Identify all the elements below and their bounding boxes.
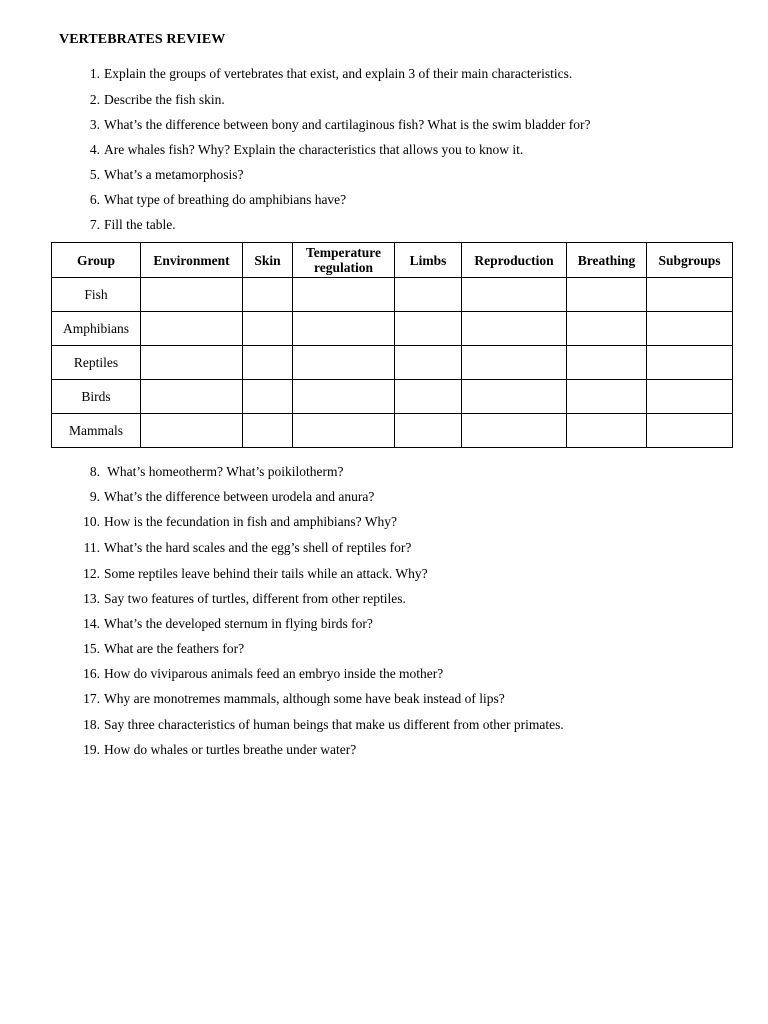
- question-text: How is the fecundation in fish and amphibians? Why?: [104, 514, 397, 529]
- table-cell[interactable]: [141, 380, 243, 414]
- table-header-row: [52, 243, 733, 278]
- table-cell[interactable]: [647, 414, 733, 448]
- question-number: 11.: [83, 540, 100, 555]
- question-text: Say three characteristics of human beings that make us different from other primates.: [104, 717, 564, 732]
- question-text: Describe the fish skin.: [104, 92, 225, 107]
- review-table: [51, 242, 733, 448]
- question-item: [78, 715, 564, 735]
- table-cell[interactable]: [141, 312, 243, 346]
- question-number: 1.: [89, 66, 100, 81]
- question-text: Some reptiles leave behind their tails while an attack. Why?: [104, 566, 428, 581]
- question-text: How do whales or turtles breathe under water?: [104, 742, 357, 757]
- question-item: [78, 140, 523, 160]
- header-environment: Environment: [141, 243, 243, 278]
- question-text: What’s the difference between bony and cartilaginous fish? What is the swim bladder for?: [104, 117, 591, 132]
- row-label-birds: Birds: [52, 380, 141, 414]
- question-number: 10.: [83, 514, 100, 529]
- row-label-reptiles: Reptiles: [52, 346, 141, 380]
- table-cell[interactable]: [293, 414, 395, 448]
- table-row: [52, 346, 733, 380]
- question-item: [78, 538, 411, 558]
- table-cell[interactable]: [293, 380, 395, 414]
- question-number: 8.: [89, 464, 100, 479]
- question-text: What are the feathers for?: [104, 641, 245, 656]
- question-item: [78, 190, 346, 210]
- table-cell[interactable]: [293, 312, 395, 346]
- question-item: [78, 165, 243, 185]
- question-item: [78, 689, 505, 709]
- question-item: [78, 589, 406, 609]
- question-number: 14.: [83, 616, 100, 631]
- header-limbs: Limbs: [395, 243, 462, 278]
- question-number: 16.: [83, 666, 100, 681]
- table-cell[interactable]: [293, 278, 395, 312]
- row-label-mammals: Mammals: [52, 414, 141, 448]
- header-skin: Skin: [243, 243, 293, 278]
- review-table-container: [51, 242, 733, 448]
- table-cell[interactable]: [567, 312, 647, 346]
- table-cell[interactable]: [141, 278, 243, 312]
- question-text: What’s a metamorphosis?: [104, 167, 244, 182]
- table-cell[interactable]: [395, 278, 462, 312]
- question-text: What’s the difference between urodela and anura?: [104, 489, 375, 504]
- question-item: [78, 740, 356, 760]
- table-cell[interactable]: [462, 346, 567, 380]
- table-cell[interactable]: [462, 312, 567, 346]
- question-item: [78, 215, 176, 235]
- table-cell[interactable]: [647, 380, 733, 414]
- table-cell[interactable]: [293, 346, 395, 380]
- table-cell[interactable]: [647, 278, 733, 312]
- table-cell[interactable]: [395, 346, 462, 380]
- question-item: [78, 64, 572, 84]
- table-cell[interactable]: [567, 380, 647, 414]
- table-cell[interactable]: [243, 414, 293, 448]
- table-cell[interactable]: [243, 346, 293, 380]
- question-number: 2.: [89, 92, 100, 107]
- question-item: [78, 639, 244, 659]
- question-number: 17.: [83, 691, 100, 706]
- header-subgroups: Subgroups: [647, 243, 733, 278]
- question-item: [78, 564, 428, 584]
- table-cell[interactable]: [647, 312, 733, 346]
- table-cell[interactable]: [141, 346, 243, 380]
- table-cell[interactable]: [567, 278, 647, 312]
- question-item: [78, 462, 343, 482]
- question-text: What’s homeotherm? What’s poikilotherm?: [104, 464, 344, 479]
- question-number: 18.: [83, 717, 100, 732]
- question-number: 12.: [83, 566, 100, 581]
- question-number: 9.: [89, 489, 100, 504]
- question-text: Fill the table.: [104, 217, 176, 232]
- table-cell[interactable]: [395, 380, 462, 414]
- table-cell[interactable]: [462, 414, 567, 448]
- question-number: 7.: [89, 217, 100, 232]
- question-item: [78, 115, 590, 135]
- table-cell[interactable]: [395, 312, 462, 346]
- question-number: 5.: [89, 167, 100, 182]
- row-label-amphibians: Amphibians: [52, 312, 141, 346]
- row-label-fish: Fish: [52, 278, 141, 312]
- table-row: [52, 380, 733, 414]
- question-text: Explain the groups of vertebrates that exist, and explain 3 of their main characteristics.: [104, 66, 573, 81]
- header-breathing: Breathing: [567, 243, 647, 278]
- question-item: [78, 664, 443, 684]
- question-text: What’s the hard scales and the egg’s shell of reptiles for?: [104, 540, 412, 555]
- page-title: VERTEBRATES REVIEW: [59, 32, 226, 47]
- question-item: [78, 512, 397, 532]
- table-cell[interactable]: [567, 414, 647, 448]
- table-cell[interactable]: [462, 278, 567, 312]
- question-text: How do viviparous animals feed an embryo inside the mother?: [104, 666, 444, 681]
- question-number: 15.: [83, 641, 100, 656]
- table-cell[interactable]: [567, 346, 647, 380]
- question-text: Why are monotremes mammals, although some have beak instead of lips?: [104, 691, 505, 706]
- table-row: [52, 414, 733, 448]
- table-cell[interactable]: [141, 414, 243, 448]
- table-cell[interactable]: [462, 380, 567, 414]
- header-temperature-regulation: Temperature regulation: [293, 243, 395, 278]
- table-row: [52, 312, 733, 346]
- question-item: [78, 90, 225, 110]
- table-cell[interactable]: [647, 346, 733, 380]
- table-row: [52, 278, 733, 312]
- question-text: Are whales fish? Why? Explain the characteristics that allows you to know it.: [104, 142, 524, 157]
- question-number: 3.: [89, 117, 100, 132]
- question-item: [78, 614, 373, 634]
- question-text: What’s the developed sternum in flying birds for?: [104, 616, 373, 631]
- table-cell[interactable]: [243, 312, 293, 346]
- question-text: What type of breathing do amphibians have?: [104, 192, 347, 207]
- question-number: 19.: [83, 742, 100, 757]
- table-cell[interactable]: [243, 380, 293, 414]
- question-text: Say two features of turtles, different from other reptiles.: [104, 591, 406, 606]
- table-cell[interactable]: [243, 278, 293, 312]
- table-cell[interactable]: [395, 414, 462, 448]
- question-number: 4.: [89, 142, 100, 157]
- question-item: [78, 487, 374, 507]
- header-reproduction: Reproduction: [462, 243, 567, 278]
- header-group: Group: [52, 243, 141, 278]
- question-number: 6.: [89, 192, 100, 207]
- question-number: 13.: [83, 591, 100, 606]
